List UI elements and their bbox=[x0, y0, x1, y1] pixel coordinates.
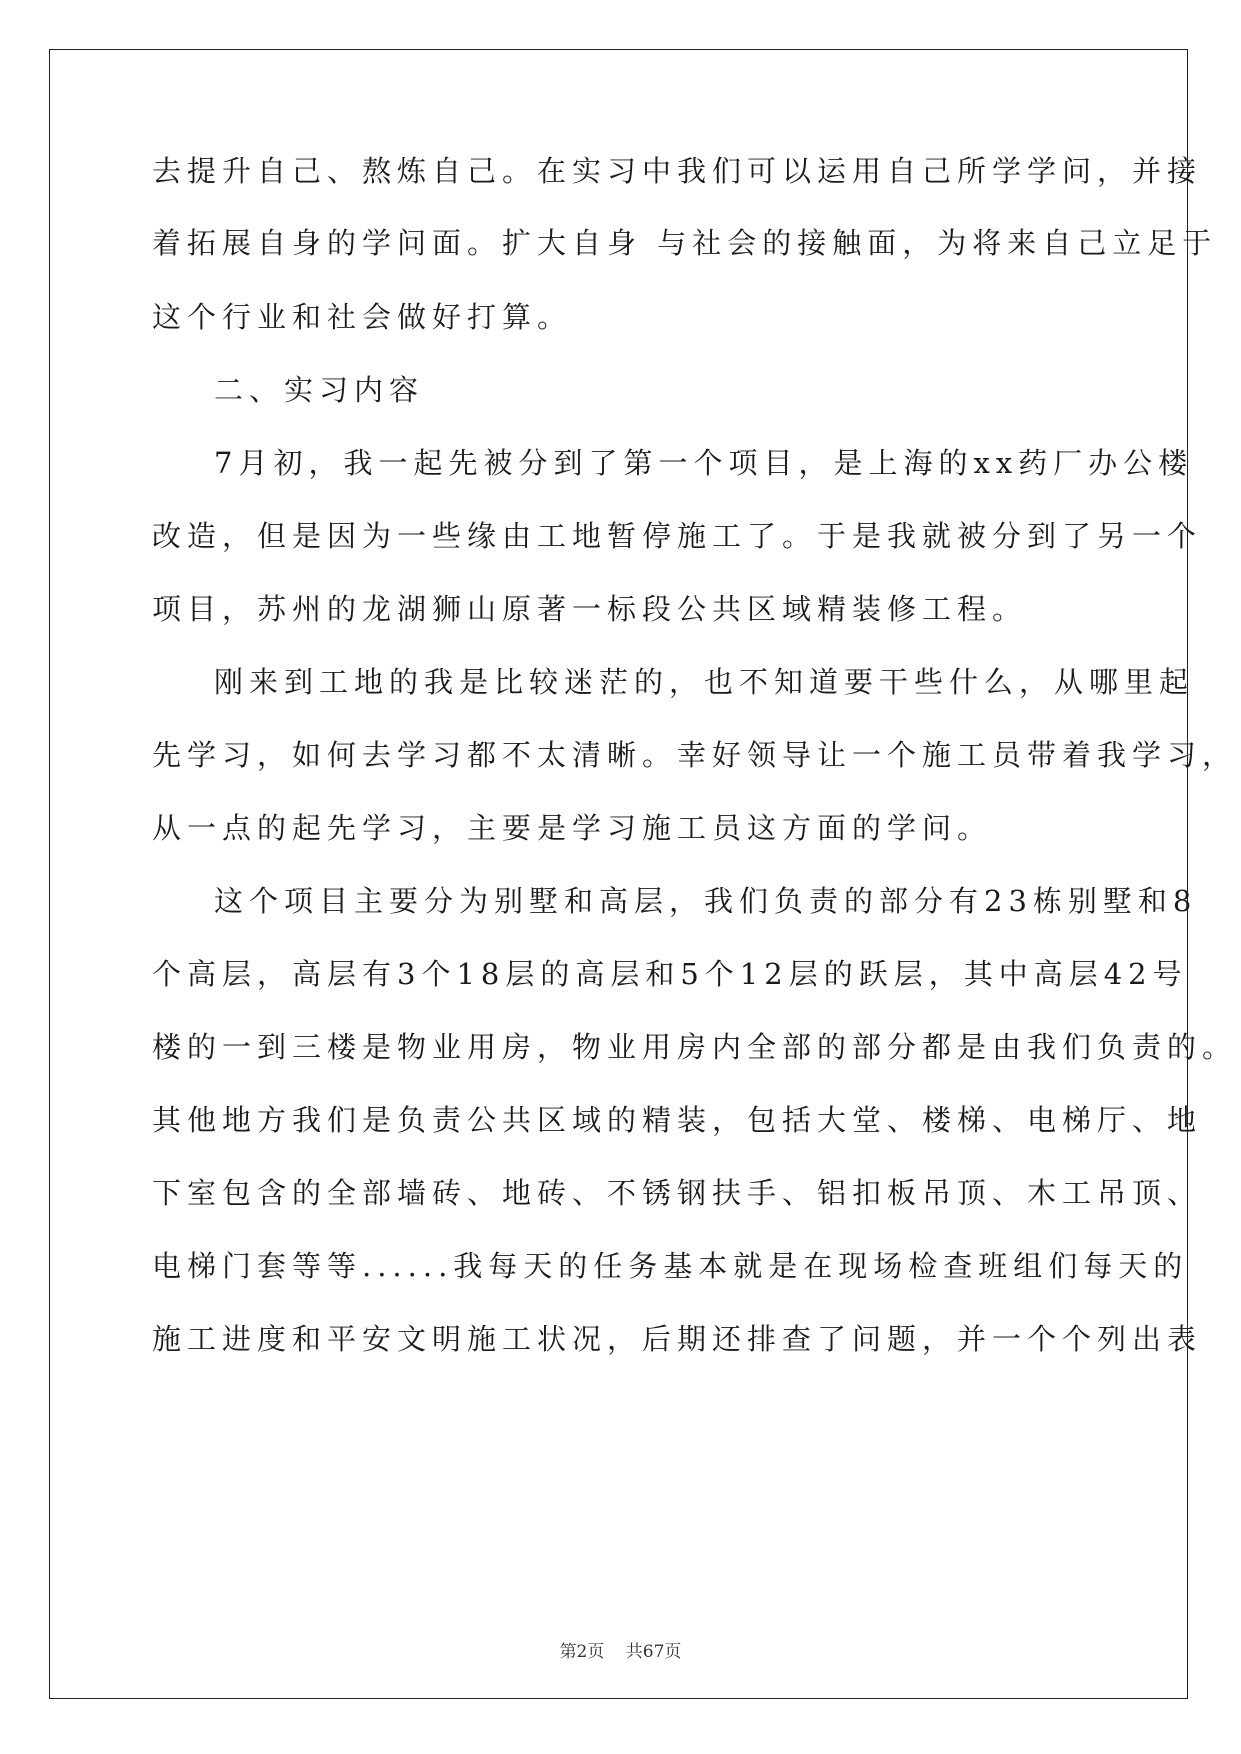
text-line: 刚来到工地的我是比较迷茫的，也不知道要干些什么，从哪里起 bbox=[214, 665, 1195, 699]
text-line: 着拓展自身的学问面。扩大自身 与社会的接触面，为将来自己立足于 bbox=[152, 226, 1218, 260]
page-number: 第2页 bbox=[559, 1642, 605, 1662]
text-line: 个高层，高层有3个18层的高层和5个12层的跃层，其中高层42号 bbox=[152, 957, 1188, 991]
text-line: 其他地方我们是负责公共区域的精装，包括大堂、楼梯、电梯厅、地 bbox=[152, 1103, 1203, 1137]
page-footer bbox=[0, 1637, 1241, 1662]
text-line: 去提升自己、熬炼自己。在实习中我们可以运用自己所学学问，并接 bbox=[152, 154, 1203, 188]
text-line: 改造，但是因为一些缘由工地暂停施工了。于是我就被分到了另一个 bbox=[152, 519, 1203, 553]
page-total: 共67页 bbox=[625, 1642, 682, 1662]
text-line: 项目，苏州的龙湖狮山原著一标段公共区域精装修工程。 bbox=[152, 592, 1028, 626]
text-line: 这个项目主要分为别墅和高层，我们负责的部分有23栋别墅和8 bbox=[214, 884, 1198, 918]
text-line: 施工进度和平安文明施工状况，后期还排查了问题，并一个个列出表 bbox=[152, 1322, 1203, 1356]
text-line: 下室包含的全部墙砖、地砖、不锈钢扶手、铝扣板吊顶、木工吊顶、 bbox=[152, 1176, 1203, 1210]
text-line: 7月初，我一起先被分到了第一个项目，是上海的xx药厂办公楼 bbox=[214, 446, 1194, 480]
text-line: 这个行业和社会做好打算。 bbox=[152, 300, 573, 334]
section-heading: 二、实习内容 bbox=[214, 373, 425, 407]
text-line: 电梯门套等等......我每天的任务基本就是在现场检查班组们每天的 bbox=[152, 1249, 1189, 1283]
text-line: 从一点的起先学习，主要是学习施工员这方面的学问。 bbox=[152, 811, 993, 845]
text-line: 楼的一到三楼是物业用房，物业用房内全部的部分都是由我们负责的。 bbox=[152, 1030, 1238, 1064]
text-line: 先学习，如何去学习都不太清晰。幸好领导让一个施工员带着我学习， bbox=[152, 738, 1238, 772]
